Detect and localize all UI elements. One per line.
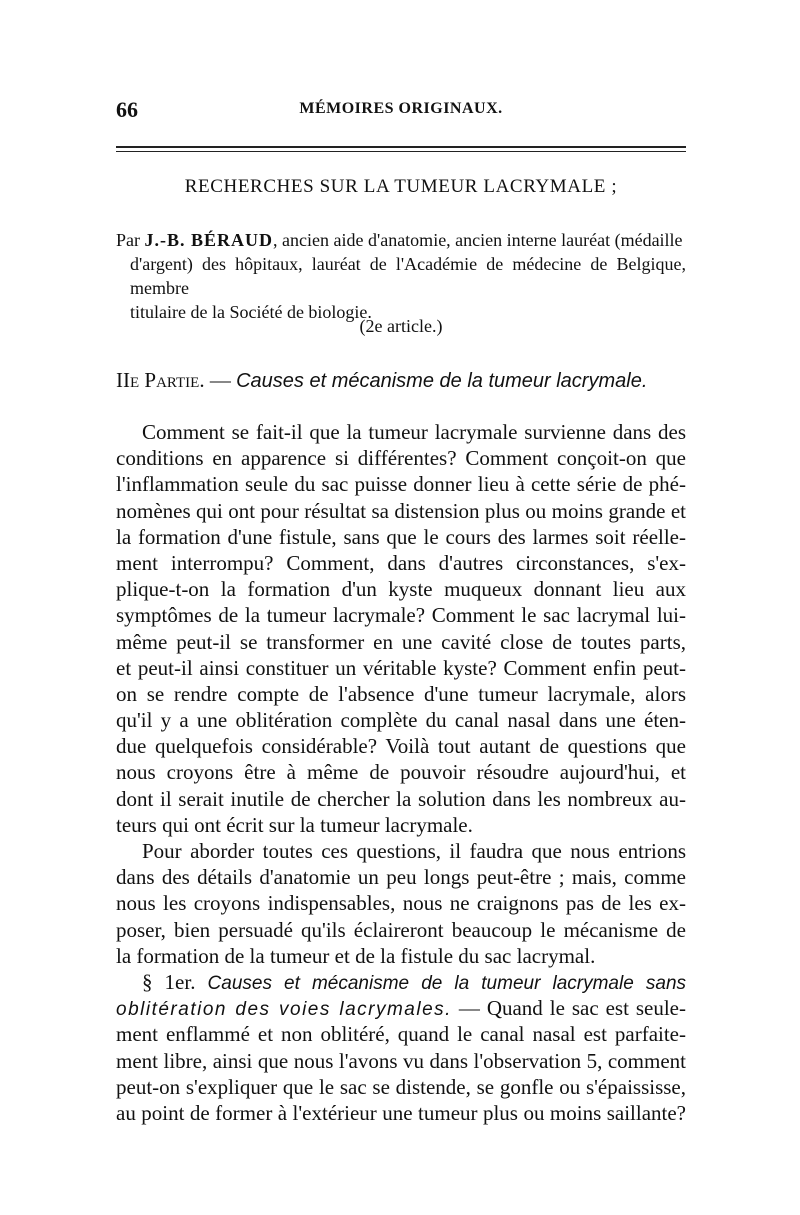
- text-line: nous croyons être à même de pouvoir résoudre aujourd'hui, et: [116, 760, 686, 785]
- author-line3: titulaire de la Société de biologie.: [130, 302, 372, 322]
- part-title: Causes et mécanisme de la tumeur lacrymale.: [236, 370, 648, 392]
- section-label: § 1er.: [142, 969, 196, 994]
- article-number: (2e article.): [359, 316, 443, 336]
- section-heading: [116, 969, 686, 995]
- body-text: [116, 419, 686, 1126]
- text-line: ment enflammé et non oblitéré, quand le canal nasal est parfaite-: [116, 1022, 686, 1047]
- text-line: poser, bien persuadé qu'ils éclaireront beaucoup le mécanisme de: [116, 917, 686, 942]
- text-line: conditions en apparence si différentes? Comment conçoit-on que: [116, 446, 686, 471]
- author-block: [116, 228, 686, 324]
- part-heading: [116, 368, 686, 393]
- author-line2: d'argent) des hôpitaux, lauréat de l'Académie de médecine de Belgique, membre: [130, 254, 686, 298]
- header-rule-thin: [116, 151, 686, 152]
- header-rule: [116, 146, 686, 148]
- text-line: et peut-il ainsi constituer un véritable kyste? Comment enfin peut-: [116, 655, 686, 680]
- section-line-rest: — Quand le sac est seule-: [458, 996, 686, 1021]
- section-title-a: Causes et mécanisme de la tumeur lacrymale sans: [207, 972, 687, 994]
- text-line: dont il serait inutile de chercher la solution dans les nombreux au-: [116, 786, 686, 811]
- page-number: 66: [116, 97, 138, 122]
- text-line: [116, 995, 686, 1021]
- text-line: on se rendre compte de l'absence d'une tumeur lacrymale, alors: [116, 681, 686, 706]
- text-line: la formation de la tumeur et de la fistule du sac lacrymal.: [116, 943, 596, 968]
- text-line: due quelquefois considérable? Voilà tout autant de questions que: [116, 734, 686, 759]
- text-line: plique-t-on la formation d'un kyste muqueux donnant lieu aux: [116, 577, 686, 602]
- text-line: l'inflammation seule du sac puisse donner lieu à cette série de phé-: [116, 472, 686, 497]
- section-title-b: oblitération des voies lacrymales.: [116, 999, 452, 1021]
- text-line: peut-on s'expliquer que le sac se distende, se gonfle ou s'épaississe,: [116, 1074, 686, 1099]
- text-line: Pour aborder toutes ces questions, il faudra que nous entrions: [142, 839, 686, 863]
- running-header: [116, 97, 686, 133]
- text-line: au point de former à l'extérieur une tumeur plus ou moins saillante?: [116, 1100, 686, 1125]
- article-title: RECHERCHES SUR LA TUMEUR LACRYMALE ;: [184, 176, 618, 197]
- text-line: nous les croyons indispensables, nous ne craignons pas de les ex-: [116, 891, 686, 916]
- text-line: Comment se fait-il que la tumeur lacrymale survienne dans des: [142, 420, 686, 444]
- text-line: dans des détails d'anatomie un peu longs peut-être ; mais, comme: [116, 865, 686, 890]
- part-label: IIe Partie. —: [116, 368, 231, 392]
- author-name: J.-B. BÉRAUD: [144, 230, 274, 250]
- text-line: ment libre, ainsi que nous l'avons vu dans l'observation 5, comment: [116, 1048, 686, 1073]
- text-line: la formation d'une fistule, sans que le cours des larmes soit réelle-: [116, 524, 686, 549]
- text-line: ment interrompu? Comment, dans d'autres circonstances, s'ex-: [116, 550, 686, 575]
- text-line: nomènes qui ont pour résultat sa distension plus ou moins grande et: [116, 498, 686, 523]
- author-prefix: Par: [116, 230, 140, 250]
- text-line: même peut-il se transformer en une cavité close de toutes parts,: [116, 629, 686, 654]
- author-line1: , ancien aide d'anatomie, ancien interne lauréat (médaille: [273, 230, 683, 250]
- text-line: symptômes de la tumeur lacrymale? Comment le sac lacrymal lui-: [116, 603, 686, 628]
- text-line: teurs qui ont écrit sur la tumeur lacrymale.: [116, 812, 473, 837]
- running-title: MÉMOIRES ORIGINAUX.: [299, 100, 503, 117]
- text-line: qu'il y a une oblitération complète du canal nasal dans une éten-: [116, 708, 686, 733]
